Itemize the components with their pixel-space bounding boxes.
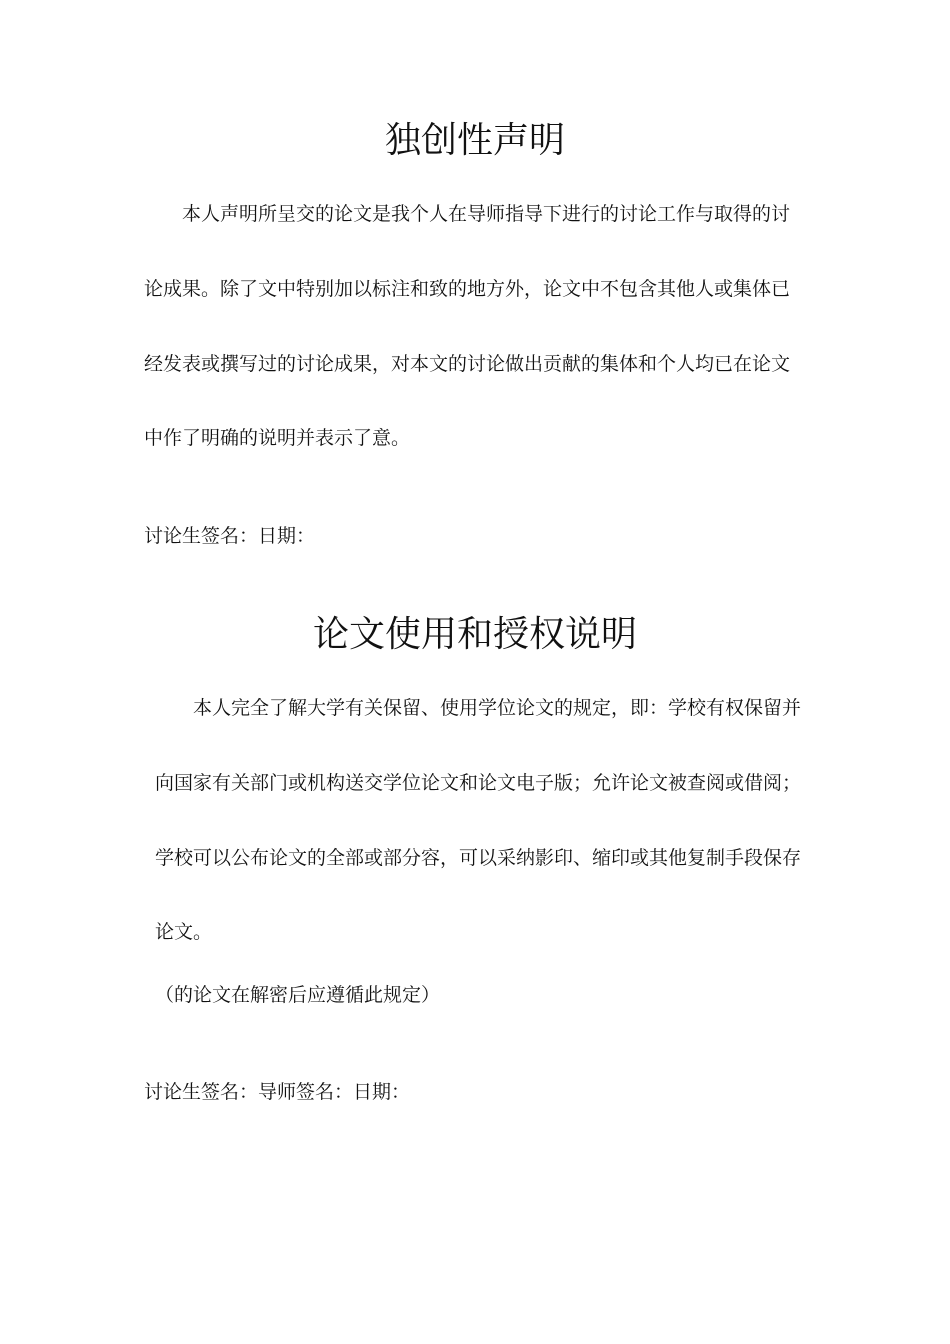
authorization-signature-line: 讨论生签名：导师签名：日期： — [144, 1081, 411, 1103]
declaration-line-4: 中作了明确的说明并表示了意。 — [144, 427, 411, 449]
authorization-line-3: 学校可以公布论文的全部或部分容，可以采纳影印、缩印或其他复制手段保存 — [155, 847, 802, 869]
authorization-title: 论文使用和授权说明 — [312, 614, 637, 655]
declaration-line-1: 本人声明所呈交的论文是我个人在导师指导下进行的讨论工作与取得的讨 — [182, 203, 791, 225]
declaration-signature-line: 讨论生签名：日期： — [144, 525, 316, 547]
authorization-line-1: 本人完全了解大学有关保留、使用学位论文的规定，即：学校有权保留并 — [193, 697, 802, 719]
authorization-note: （的论文在解密后应遵循此规定） — [155, 984, 441, 1006]
declaration-line-3: 经发表或撰写过的讨论成果，对本文的讨论做出贡献的集体和个人均已在论文 — [144, 353, 791, 375]
authorization-line-2: 向国家有关部门或机构送交学位论文和论文电子版；允许论文被查阅或借阅； — [155, 772, 802, 794]
authorization-line-4: 论文。 — [155, 921, 213, 943]
declaration-line-2: 论成果。除了文中特别加以标注和致的地方外，论文中不包含其他人或集体已 — [144, 278, 791, 300]
declaration-title: 独创性声明 — [384, 120, 565, 161]
